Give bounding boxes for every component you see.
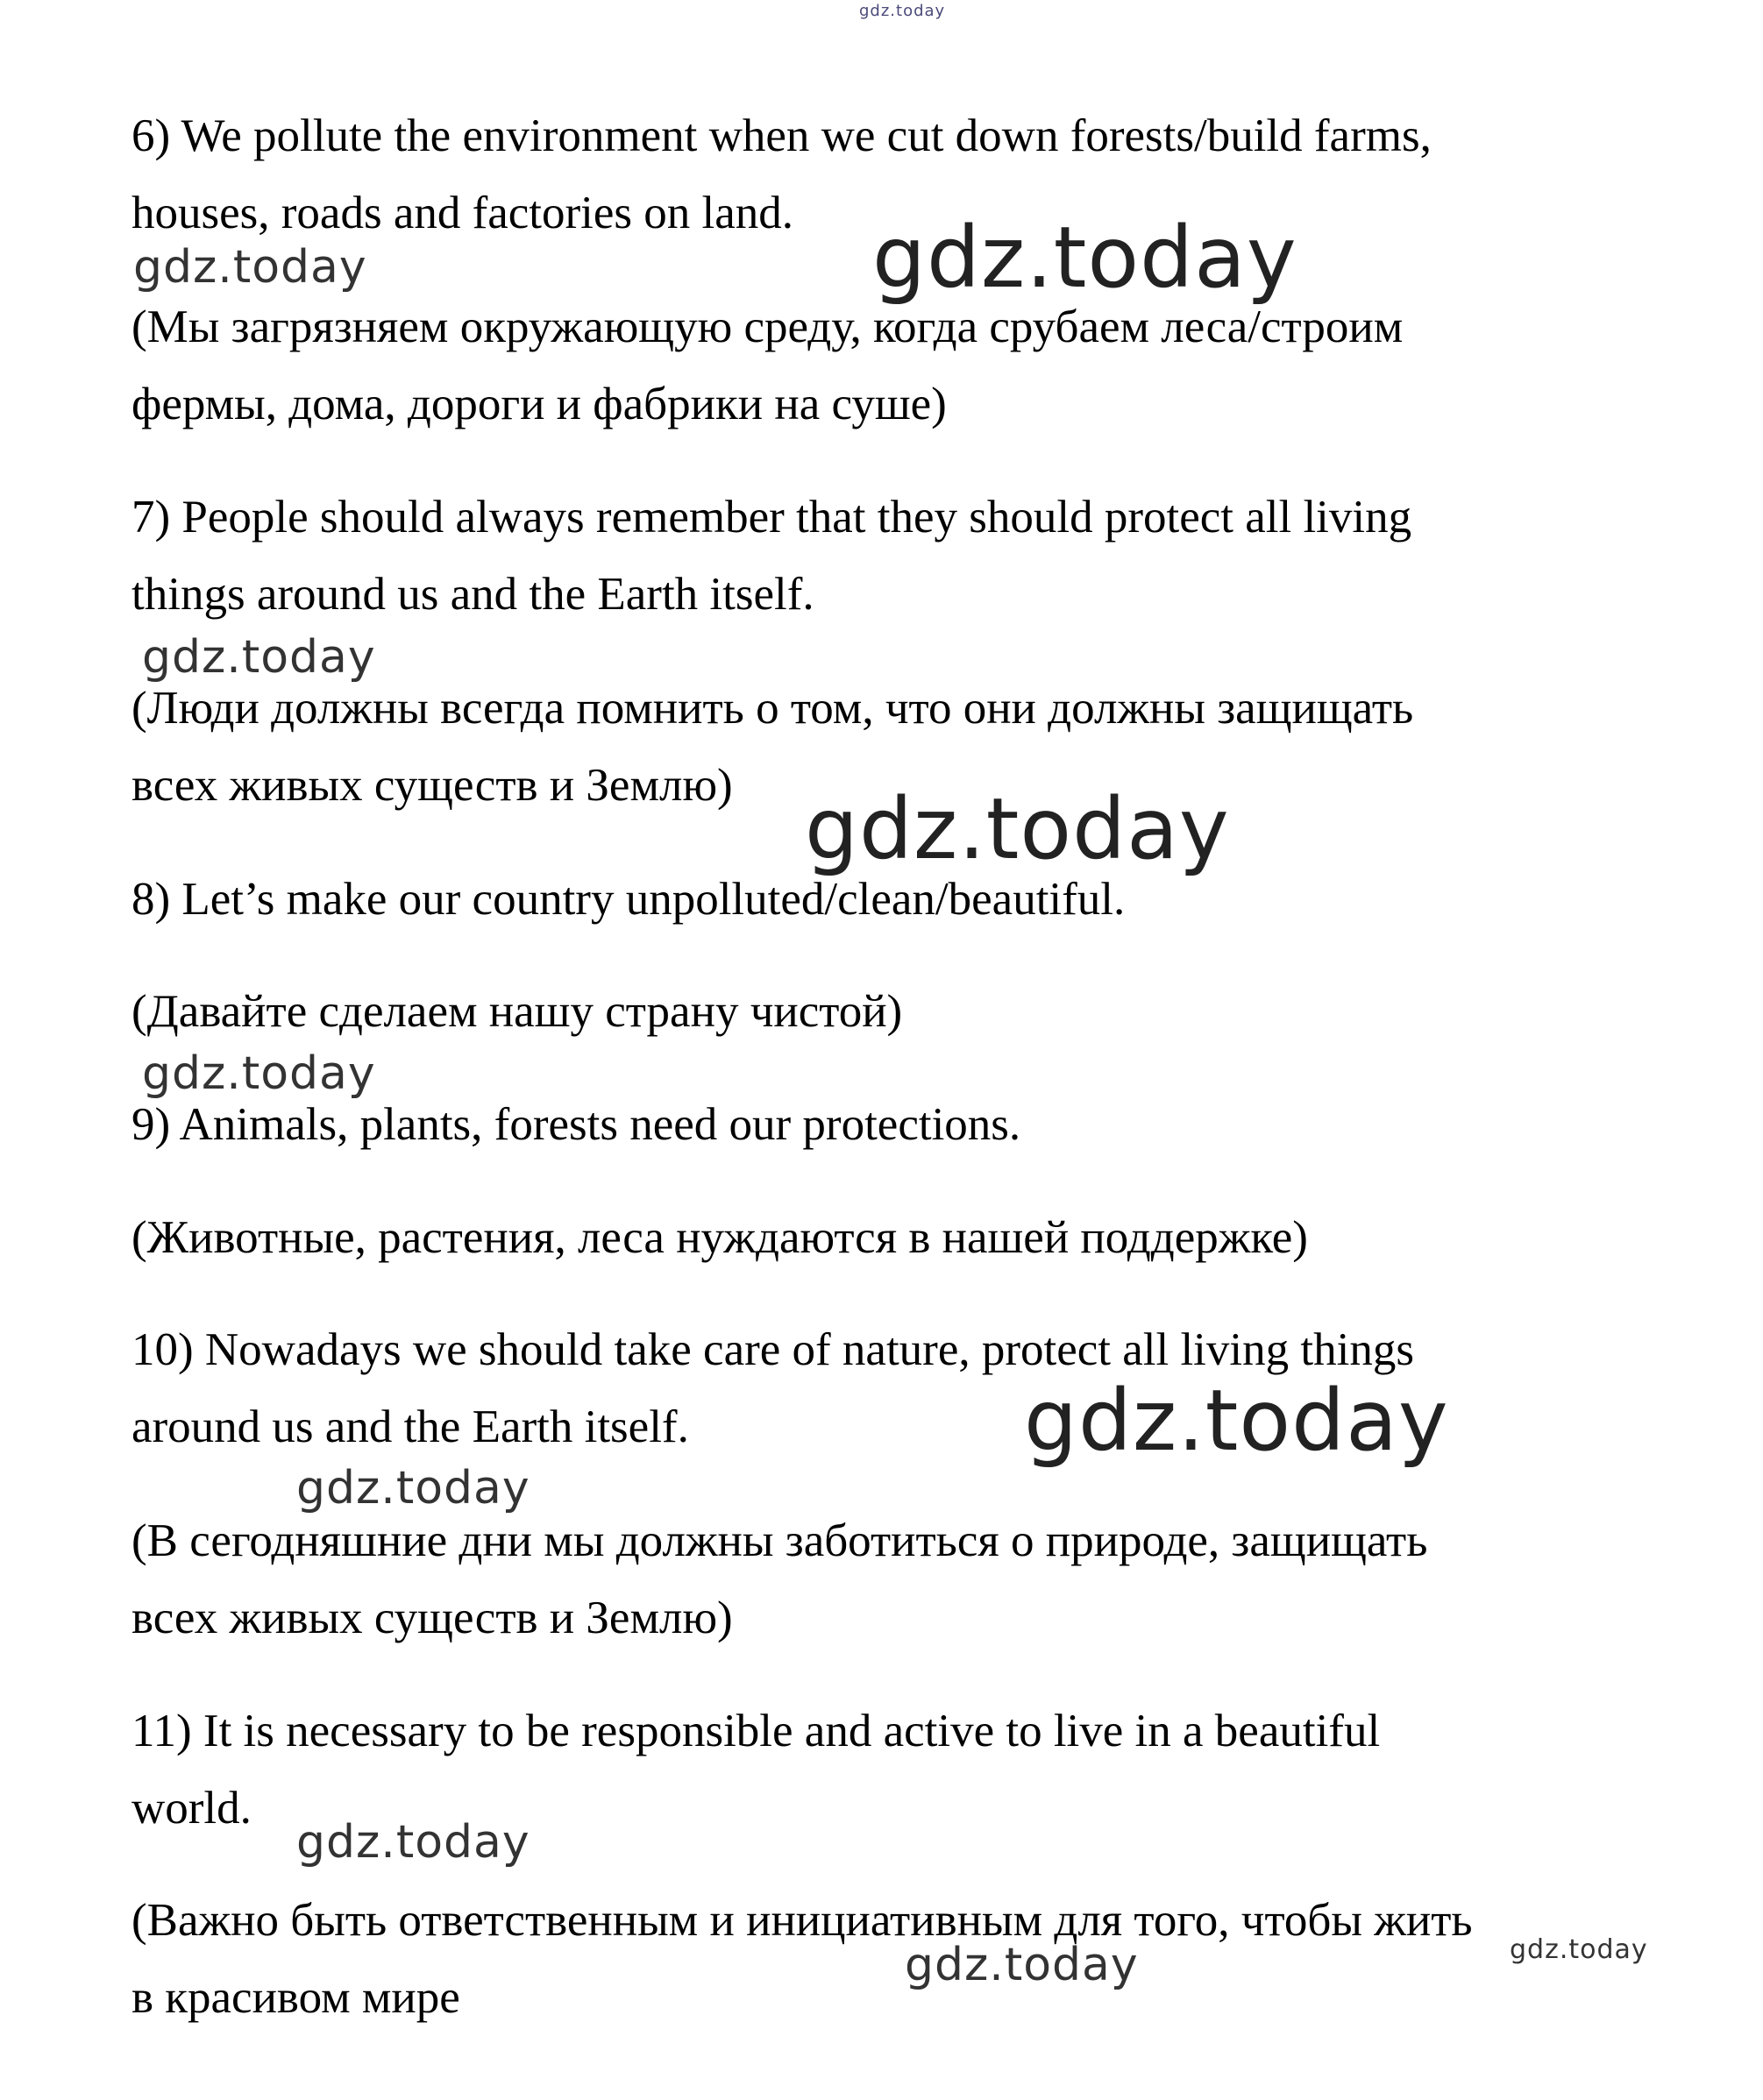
item-10-russian <box>132 1502 1674 1657</box>
watermark: gdz.today <box>1024 1372 1449 1470</box>
text-line: (В сегодняшние дни мы должны заботиться о природе, защищать <box>132 1515 1428 1566</box>
watermark: gdz.today <box>133 241 367 294</box>
text-line: (Животные, растения, леса нуждаются в нашей поддержке) <box>132 1212 1308 1263</box>
watermark: gdz.today <box>905 1939 1139 1991</box>
text-line: things around us and the Earth itself. <box>132 569 814 620</box>
watermark: gdz.today <box>142 631 376 684</box>
watermark: gdz.today <box>872 209 1297 307</box>
watermark-top: gdz.today <box>859 2 946 20</box>
text-line: (Давайте сделаем нашу страну чистой) <box>132 986 903 1037</box>
watermark: gdz.today <box>296 1462 530 1515</box>
watermark: gdz.today <box>296 1816 530 1869</box>
text-line: 6) We pollute the environment when we cut down forests/build farms, <box>132 110 1432 161</box>
text-line: 8) Let’s make our country unpolluted/clean/beautiful. <box>132 874 1126 925</box>
item-11-russian <box>132 1882 1674 2036</box>
item-6-russian <box>132 288 1674 443</box>
text-line: world. <box>132 1783 252 1834</box>
item-8-russian <box>132 973 1674 1050</box>
text-line: всех живых существ и Землю) <box>132 760 733 811</box>
item-9-russian <box>132 1199 1674 1276</box>
text-line: around us and the Earth itself. <box>132 1401 689 1452</box>
text-line: всех живых существ и Землю) <box>132 1593 733 1643</box>
text-line: фермы, дома, дороги и фабрики на суше) <box>132 379 947 429</box>
item-7-english <box>132 479 1674 633</box>
watermark: gdz.today <box>805 780 1230 878</box>
text-line: в красивом мире <box>132 1972 460 2023</box>
watermark: gdz.today <box>142 1047 376 1100</box>
text-line: (Люди должны всегда помнить о том, что они должны защищать <box>132 683 1414 734</box>
text-line: 7) People should always remember that they should protect all living <box>132 492 1412 543</box>
text-line: (Важно быть ответственным и инициативным для того, чтобы жить <box>132 1895 1473 1946</box>
text-line: houses, roads and factories on land. <box>132 188 794 238</box>
text-line: 9) Animals, plants, forests need our protections. <box>132 1099 1021 1150</box>
text-line: 10) Nowadays we should take care of nature, protect all living things <box>132 1324 1414 1375</box>
text-line: (Мы загрязняем окружающую среду, когда срубаем леса/строим <box>132 302 1404 352</box>
text-line: 11) It is necessary to be responsible and active to live in a beautiful <box>132 1706 1381 1756</box>
watermark: gdz.today <box>1510 1934 1648 1965</box>
